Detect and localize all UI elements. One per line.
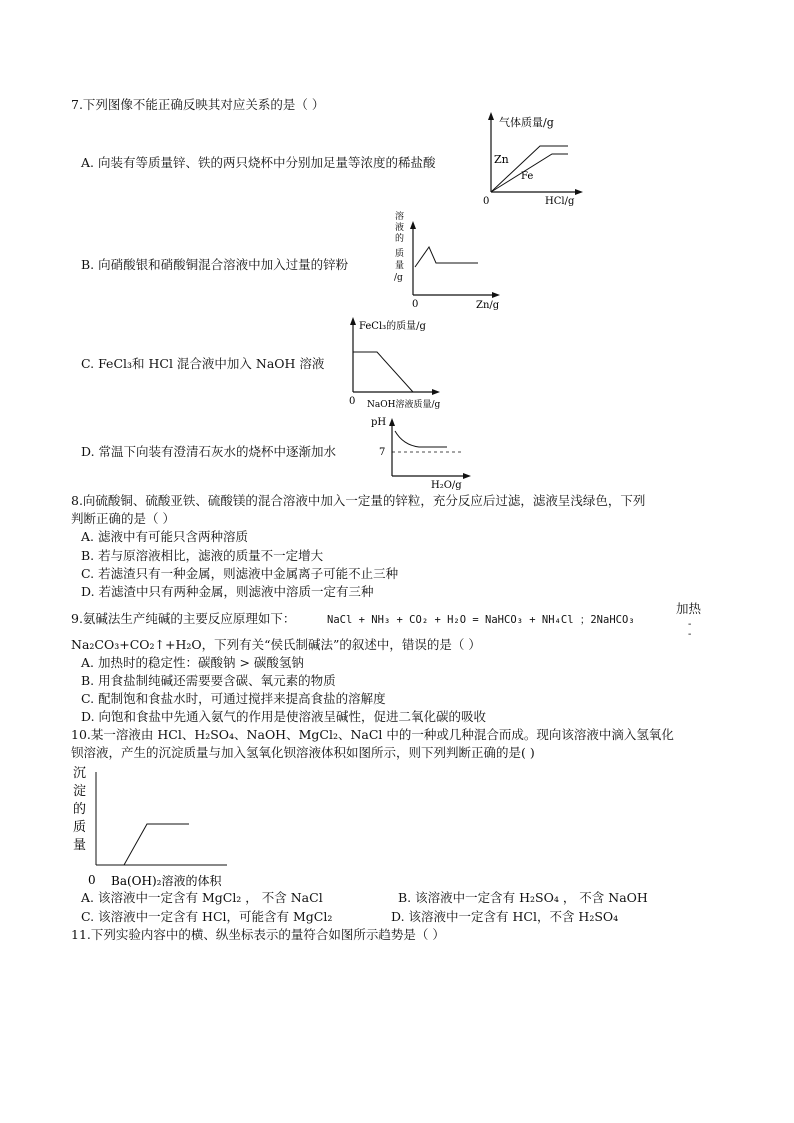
graph-c-origin: 0 bbox=[349, 396, 356, 407]
graph-b-ylabel-3: 的 bbox=[395, 234, 405, 244]
q8-option-a: A. 滤液中有可能只含两种溶质 bbox=[81, 529, 248, 544]
graph-b-ylabel-4: 质 bbox=[395, 249, 405, 259]
q10-graph-ylabel-4: 质 bbox=[73, 820, 87, 835]
q7-option-a: A. 向装有等质量锌、铁的两只烧杯中分别加足量等浓度的稀盐酸 bbox=[81, 155, 436, 170]
q10-graph-ylabel-3: 的 bbox=[73, 802, 87, 817]
q9-option-a: A. 加热时的稳定性：碳酸钠 > 碳酸氢钠 bbox=[81, 655, 304, 670]
q9-stem-line1: 9.氨碱法生产纯碱的主要反应原理如下： bbox=[71, 611, 296, 626]
q7-option-d: D. 常温下向装有澄清石灰水的烧杯中逐渐加水 bbox=[81, 444, 337, 459]
graph-a-fe-label: Fe bbox=[521, 171, 534, 182]
graph-d-tick-7: 7 bbox=[379, 447, 386, 458]
q9-heat-dash-1: - bbox=[688, 619, 692, 630]
graph-b-ylabel-6: /g bbox=[394, 273, 403, 283]
q10-graph bbox=[70, 762, 240, 887]
q10-stem-line1: 10.某一溶液由 HCl、H₂SO₄、NaOH、MgCl₂、NaCl 中的一种或几种混合而成。现向该溶液中滴入氢氧化 bbox=[71, 727, 674, 742]
q11-stem: 11.下列实验内容中的横、纵坐标表示的量符合如图所示趋势是（ ） bbox=[71, 927, 445, 942]
graph-b-xlabel: Zn/g bbox=[476, 300, 500, 311]
q10-graph-xlabel: Ba(OH)₂溶液的体积 bbox=[111, 874, 222, 888]
q7-graph-a bbox=[483, 112, 593, 207]
graph-d-ylabel: pH bbox=[371, 417, 387, 428]
q9-heat-label: 加热 bbox=[676, 601, 702, 616]
q7-stem: 7.下列图像不能正确反映其对应关系的是（ ） bbox=[71, 97, 325, 112]
graph-c-ylabel: FeCl₃的质量/g bbox=[359, 321, 426, 332]
q8-option-c: C. 若滤渣只有一种金属，则滤液中金属离子可能不止三种 bbox=[81, 566, 399, 581]
q8-stem-line1: 8.向硫酸铜、硫酸亚铁、硫酸镁的混合溶液中加入一定量的锌粒，充分反应后过滤，滤液呈浅绿色，下列 bbox=[71, 493, 646, 508]
q10-option-a: A. 该溶液中一定含有 MgCl₂ ， 不含 NaCl bbox=[81, 890, 323, 905]
q7-graph-d bbox=[369, 411, 479, 491]
graph-b-origin: 0 bbox=[412, 299, 419, 310]
graph-a-zn-label: Zn bbox=[494, 153, 509, 166]
q8-stem-line2: 判断正确的是（ ） bbox=[71, 511, 175, 526]
q8-option-b: B. 若与原溶液相比，滤液的质量不一定增大 bbox=[81, 548, 324, 563]
q10-graph-ylabel-1: 沉 bbox=[73, 766, 87, 781]
q10-option-b: B. 该溶液中一定含有 H₂SO₄ ， 不含 NaOH bbox=[398, 890, 648, 905]
graph-c-xlabel: NaOH溶液质量/g bbox=[367, 400, 441, 410]
graph-a-origin: 0 bbox=[483, 196, 490, 207]
q9-option-c: C. 配制饱和食盐水时，可通过搅拌来提高食盐的溶解度 bbox=[81, 691, 386, 706]
q9-heat-dash-2: - bbox=[688, 629, 692, 640]
q10-option-d: D. 该溶液中一定含有 HCl，不含 H₂SO₄ bbox=[391, 909, 619, 924]
graph-a-ylabel: 气体质量/g bbox=[499, 116, 554, 129]
graph-a-xlabel: HCl/g bbox=[545, 196, 575, 207]
q7-option-c: C. FeCl₃和 HCl 混合液中加入 NaOH 溶液 bbox=[81, 356, 325, 371]
q9-equation: NaCl + NH₃ + CO₂ + H₂O = NaHCO₃ + NH₄Cl ；2NaHCO₃ bbox=[327, 614, 635, 626]
q8-option-d: D. 若滤渣中只有两种金属，则滤液中溶质一定有三种 bbox=[81, 584, 374, 599]
q10-graph-ylabel-2: 淀 bbox=[73, 784, 87, 799]
q10-stem-line2: 钡溶液，产生的沉淀质量与加入氢氧化钡溶液体积如图所示，则下列判断正确的是( ) bbox=[71, 745, 535, 760]
q10-graph-origin: 0 bbox=[88, 873, 96, 887]
q10-graph-ylabel-5: 量 bbox=[73, 838, 87, 853]
graph-b-ylabel-5: 量 bbox=[395, 261, 405, 271]
graph-d-xlabel: H₂O/g bbox=[431, 480, 462, 491]
q10-option-c: C. 该溶液中一定含有 HCl，可能含有 MgCl₂ bbox=[81, 909, 333, 924]
q7-graph-c bbox=[345, 316, 465, 411]
q9-stem-line2: Na₂CO₃+CO₂↑+H₂O，下列有关“侯氏制碱法”的叙述中，错误的是（ ） bbox=[71, 637, 481, 652]
q9-option-d: D. 向饱和食盐中先通入氨气的作用是使溶液呈碱性，促进二氧化碳的吸收 bbox=[81, 709, 487, 724]
graph-b-ylabel-1: 溶 bbox=[395, 212, 405, 222]
graph-b-ylabel-2: 液 bbox=[395, 223, 405, 233]
q7-graph-b bbox=[393, 210, 508, 315]
q7-option-b: B. 向硝酸银和硝酸铜混合溶液中加入过量的锌粉 bbox=[81, 257, 349, 272]
q9-option-b: B. 用食盐制纯碱还需要要含碳、氧元素的物质 bbox=[81, 673, 336, 688]
